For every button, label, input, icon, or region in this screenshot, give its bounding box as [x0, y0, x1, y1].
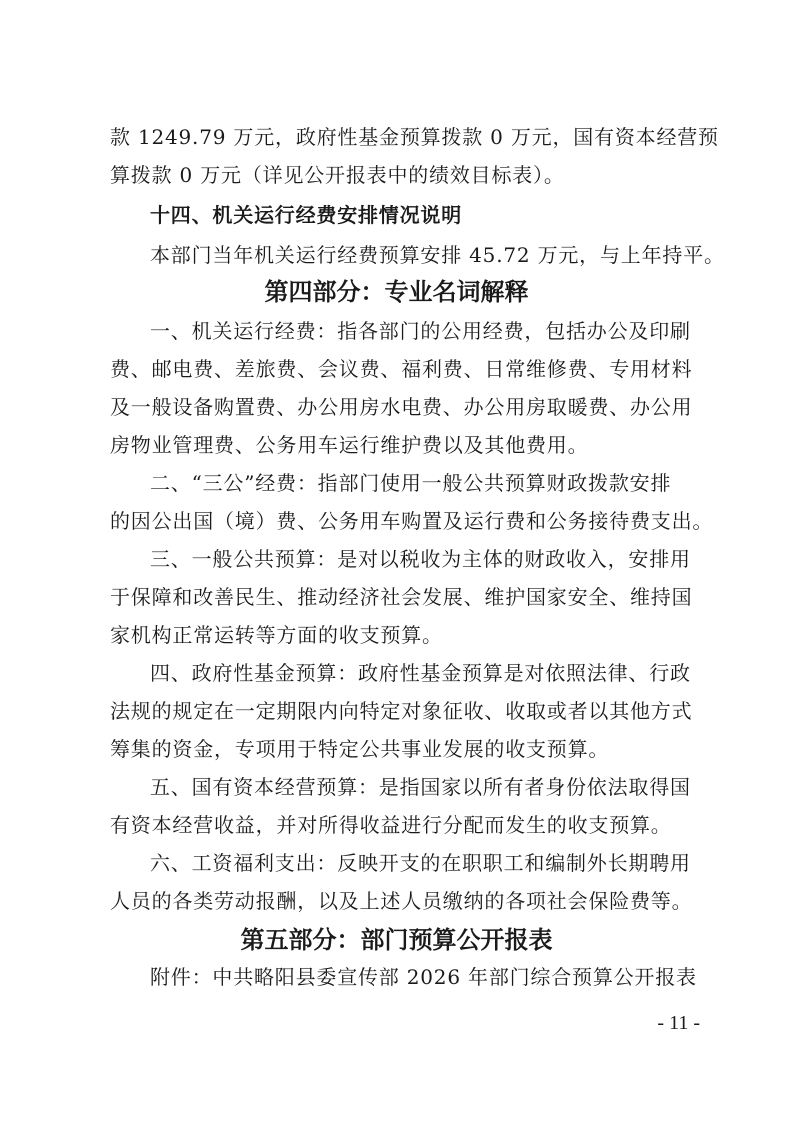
- paragraph-line: 人员的各类劳动报酬，以及上述人员缴纳的各项社会保险费等。: [110, 889, 693, 913]
- paragraph-line: 本部门当年机关运行经费预算安排 45.72 万元，与上年持平。: [150, 243, 725, 267]
- paragraph-line: 有资本经营收益，并对所得收益进行分配而发生的收支预算。: [110, 813, 672, 837]
- paragraph-line: 五、国有资本经营预算：是指国家以所有者身份依法取得国: [150, 775, 691, 799]
- paragraph-line: 款 1249.79 万元，政府性基金预算拨款 0 万元，国有资本经营预: [110, 125, 719, 149]
- paragraph-line: 算拨款 0 万元（详见公开报表中的绩效目标表）。: [110, 163, 565, 187]
- paragraph-line: 及一般设备购置费、办公用房水电费、办公用房取暖费、办公用: [110, 395, 693, 419]
- paragraph-line: 于保障和改善民生、推动经济社会发展、维护国家安全、维持国: [110, 585, 693, 609]
- paragraph-line: 六、工资福利支出：反映开支的在职职工和编制外长期聘用: [150, 851, 691, 875]
- paragraph-line: 的因公出国（境）费、公务用车购置及运行费和公务接待费支出。: [110, 509, 714, 533]
- paragraph-line: 三、一般公共预算：是对以税收为主体的财政收入，安排用: [150, 547, 691, 571]
- part-title: 第四部分：专业名词解释: [264, 277, 529, 306]
- paragraph-line: 费、邮电费、差旅费、会议费、福利费、日常维修费、专用材料: [110, 357, 693, 381]
- paragraph-line: 四、政府性基金预算：政府性基金预算是对依照法律、行政: [150, 661, 691, 685]
- attachment-line: 附件：中共略阳县委宣传部 2026 年部门综合预算公开报表: [150, 965, 697, 989]
- section-heading: 十四、机关运行经费安排情况说明: [150, 203, 462, 227]
- part-title: 第五部分：部门预算公开报表: [240, 925, 553, 954]
- paragraph-line: 法规的规定在一定期限内向特定对象征收、收取或者以其他方式: [110, 699, 693, 723]
- paragraph-line: 房物业管理费、公务用车运行维护费以及其他费用。: [110, 433, 589, 457]
- paragraph-line: 家机构正常运转等方面的收支预算。: [110, 623, 443, 647]
- page-number: - 11 -: [657, 1012, 700, 1034]
- paragraph-line: 二、“三公”经费：指部门使用一般公共预算财政拨款安排: [150, 471, 672, 495]
- paragraph-line: 一、机关运行经费：指各部门的公用经费，包括办公及印刷: [150, 319, 691, 343]
- paragraph-line: 筹集的资金，专项用于特定公共事业发展的收支预算。: [110, 737, 610, 761]
